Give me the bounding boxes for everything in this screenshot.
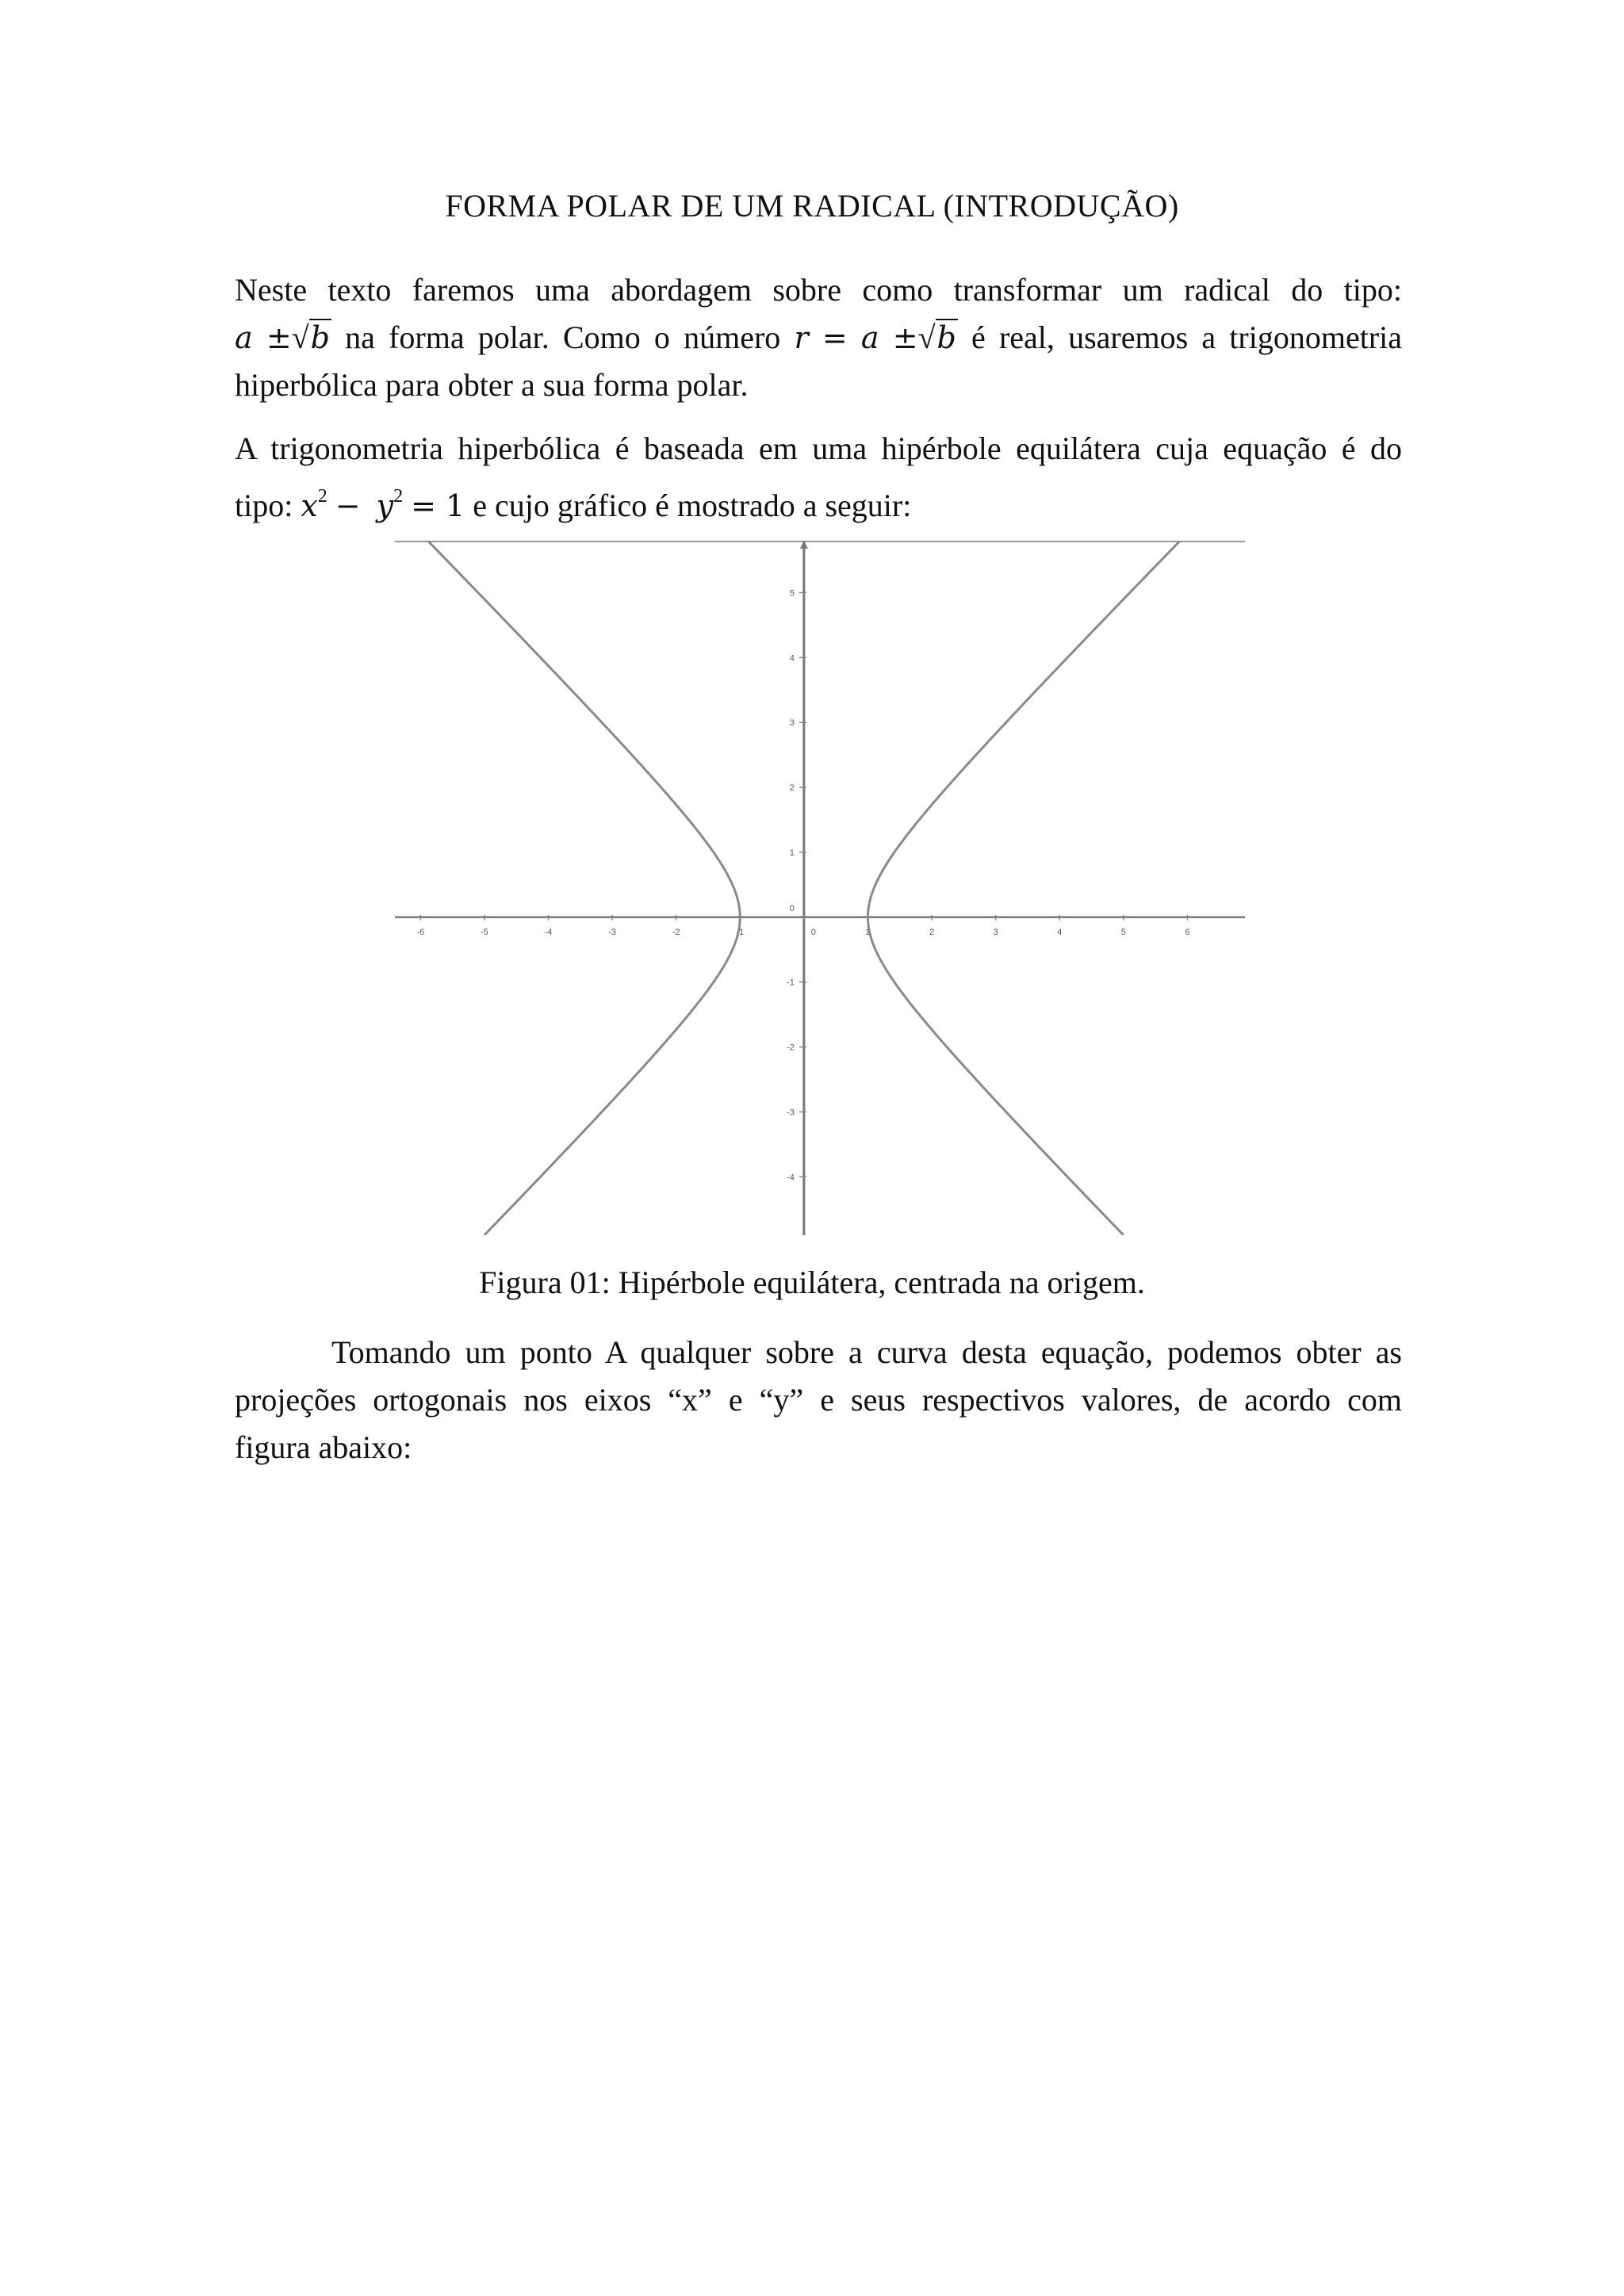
eq-equals: = 1: [411, 488, 465, 523]
x-tick-label: 2: [929, 927, 935, 937]
expr-eq: =: [822, 320, 848, 355]
x-tick-label: 3: [993, 927, 998, 937]
eq-minus: −: [335, 488, 361, 523]
expr-b: b: [310, 320, 330, 355]
y-tick-label: 1: [789, 848, 795, 858]
projection-line-2: projeções ortogonais nos eixos “x” e “y” e seus respectivos valores, de acordo com: [235, 1382, 1402, 1418]
x-tick-label: -5: [480, 927, 488, 937]
expr-a-2: a: [860, 320, 879, 355]
page-title: FORMA POLAR DE UM RADICAL (INTRODUÇÃO): [445, 188, 1179, 224]
x-tick-label: 0: [810, 927, 816, 937]
y-tick-label: -1: [787, 978, 795, 988]
eq-x-exp: 2: [317, 486, 327, 507]
y-tick-label: -2: [787, 1043, 795, 1053]
y-tick-label: 0: [789, 903, 795, 913]
x-tick-label: -4: [544, 927, 553, 937]
y-tick-label: 3: [789, 718, 795, 729]
hyperbola-line-1: A trigonometria hiperbólica é baseada em uma hipérbole equilátera cuja equação é do: [235, 430, 1402, 466]
expr-a: a: [235, 320, 253, 355]
y-tick-label: 4: [789, 653, 795, 664]
intro-line-1: Neste texto faremos uma abordagem sobre como transformar um radical do tipo:: [235, 272, 1402, 308]
eq-y: y: [376, 488, 394, 523]
hyperbola-chart: [395, 541, 1245, 1235]
y-tick-label: -4: [787, 1173, 795, 1183]
x-tick-label: -3: [608, 927, 616, 937]
intro-line-3: hiperbólica para obter a sua forma polar.: [235, 367, 749, 403]
hyperbola-line-2-start: tipo:: [235, 488, 293, 523]
hyperbola-paragraph: [235, 425, 1402, 523]
expr-pm-2: ±: [892, 320, 918, 355]
hyperbola-left-branch: [427, 541, 740, 1235]
x-tick-label: -1: [736, 927, 745, 937]
x-tick-label: -6: [416, 927, 425, 937]
eq-x: x: [301, 488, 318, 523]
expr-pm: ±: [266, 320, 292, 355]
eq-y-exp: 2: [393, 486, 404, 507]
expr-b-2: b: [936, 320, 956, 355]
x-tick-label: 6: [1185, 927, 1190, 937]
y-tick-label: 5: [789, 588, 795, 599]
hyperbola-figure: [395, 541, 1245, 1235]
hyperbola-line-2-end: e cujo gráfico é mostrado a seguir:: [473, 488, 912, 523]
x-tick-label: 1: [865, 927, 871, 937]
y-tick-label: -3: [787, 1108, 795, 1118]
y-tick-label: 2: [789, 783, 795, 794]
intro-paragraph: [235, 266, 1402, 409]
intro-line-2-mid: na forma polar. Como o número: [345, 320, 781, 355]
x-tick-label: 4: [1057, 927, 1063, 937]
projection-line-1: Tomando um ponto A qualquer sobre a curva desta equação, podemos obter as: [331, 1334, 1402, 1370]
projection-paragraph: [235, 1329, 1402, 1471]
intro-line-2: a ±√b na forma polar. Como o número r = a ±√b é real, usaremos a trigonometria: [235, 320, 1403, 355]
x-tick-label: 5: [1120, 927, 1126, 937]
expr-r: r: [794, 320, 809, 355]
figure-caption: Figura 01: Hipérbole equilátera, centrada na origem.: [479, 1265, 1145, 1300]
hyperbola-line-2: [235, 473, 1402, 523]
x-tick-label: -2: [672, 927, 680, 937]
hyperbola-right-branch: [868, 541, 1180, 1235]
projection-line-3: figura abaixo:: [235, 1429, 412, 1465]
intro-line-2-end: é real, usaremos a trigonometria: [971, 320, 1403, 355]
